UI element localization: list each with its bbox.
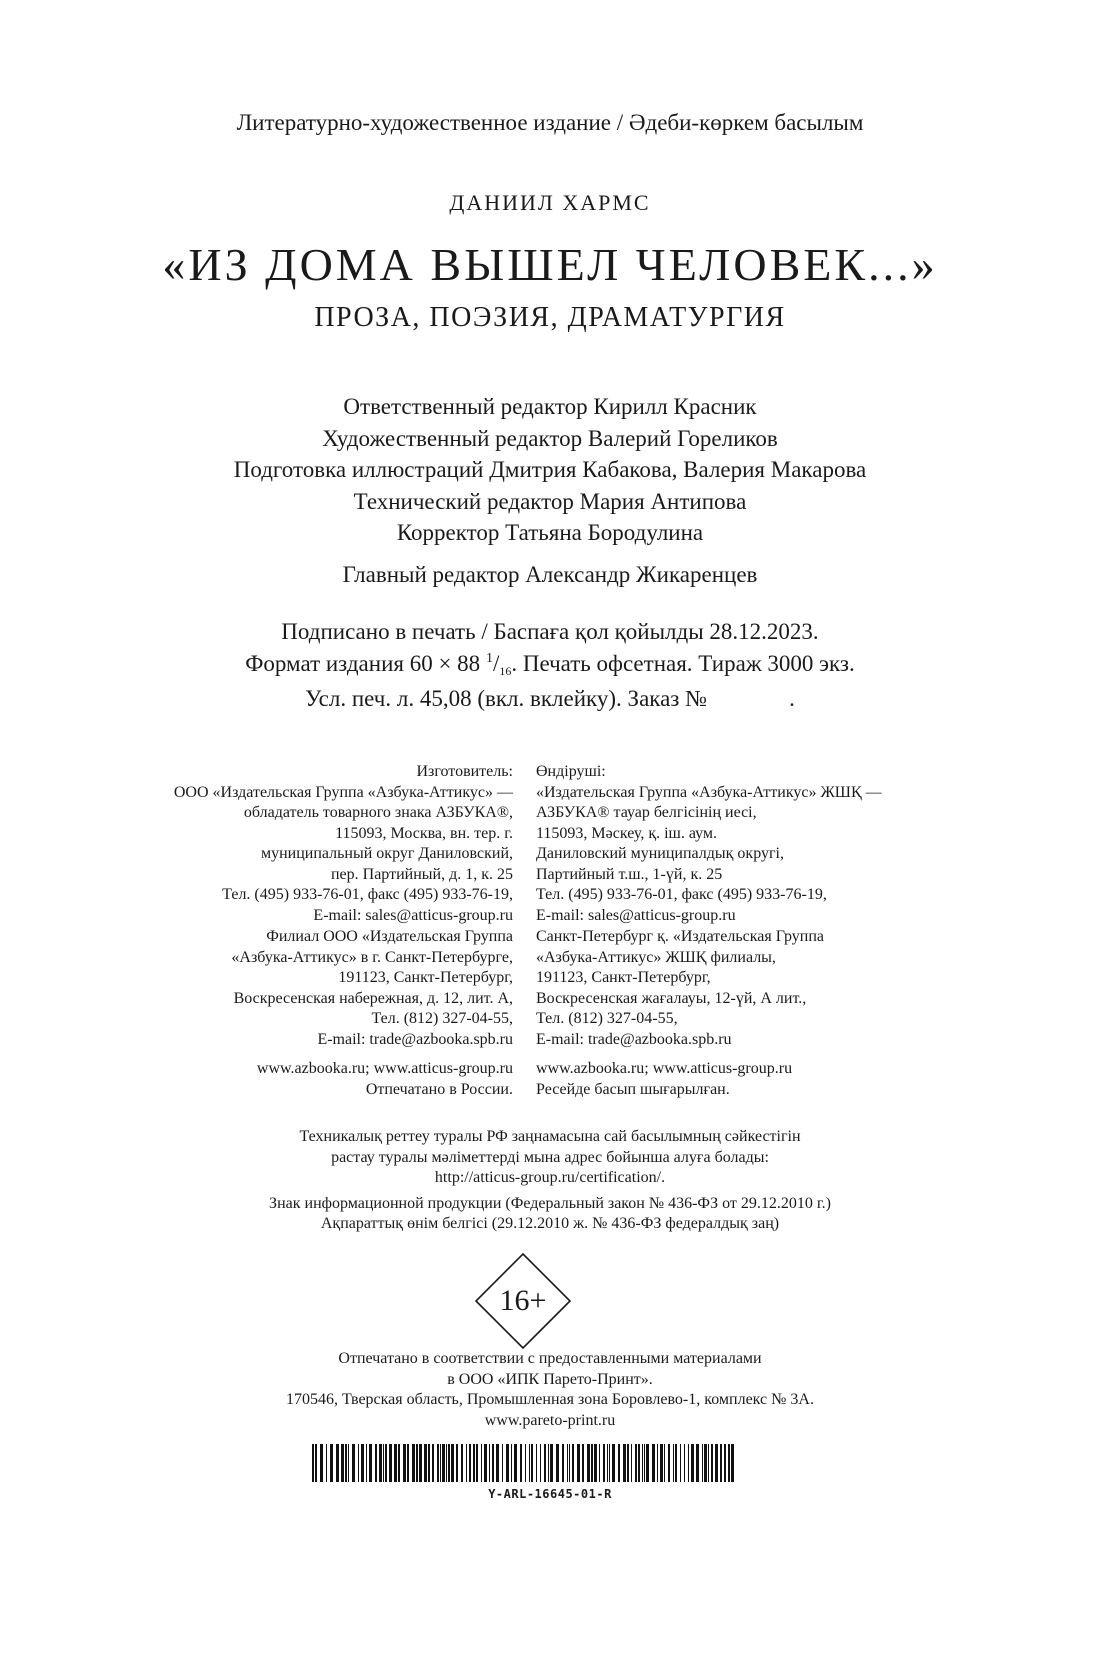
barcode-bar xyxy=(502,1444,503,1482)
manufacturer-kz-line: Өндіруші: xyxy=(536,763,606,780)
printer-block xyxy=(0,1349,1100,1431)
barcode-bar xyxy=(680,1444,681,1482)
branch-ru-line: E-mail: trade@azbooka.spb.ru xyxy=(317,1030,513,1048)
barcode-bar xyxy=(591,1444,593,1482)
barcode-bar xyxy=(432,1444,434,1482)
barcode-bar xyxy=(691,1444,694,1482)
branch-ru-line: 191123, Санкт-Петербург, xyxy=(338,969,513,986)
barcode-bar xyxy=(609,1444,610,1482)
barcode-bar xyxy=(451,1444,454,1482)
credit-line: Корректор Татьяна Бородулина xyxy=(396,520,704,545)
barcode-bar xyxy=(567,1444,568,1482)
barcode-bar xyxy=(704,1444,707,1482)
barcode-bar xyxy=(341,1444,344,1482)
barcode-bar xyxy=(638,1444,640,1482)
barcode-bar xyxy=(320,1444,323,1482)
manufacturer-ru-line: пер. Партийный, д. 1, к. 25 xyxy=(330,865,513,883)
info-law-line: Ақпараттық өнім белгісі (29.12.2010 ж. № 436-ФЗ федералдық заң) xyxy=(320,1215,780,1232)
barcode-bar xyxy=(642,1444,643,1482)
barcode-bar xyxy=(587,1444,590,1482)
barcode-bar xyxy=(379,1444,382,1482)
credit-line: Подготовка иллюстраций Дмитрия Кабакова, Валерия Макарова xyxy=(233,457,867,482)
barcode-bar xyxy=(708,1444,709,1482)
barcode-bar xyxy=(582,1444,584,1482)
printer-line: Отпечатано в соответствии с предоставленными материалами xyxy=(338,1350,762,1367)
barcode-bar xyxy=(428,1444,430,1482)
barcode-bar xyxy=(330,1444,333,1482)
barcode-bar xyxy=(383,1444,384,1482)
barcode-bar xyxy=(394,1444,397,1482)
certification-line: Техникалық реттеу туралы РФ заңнамасына сай басылымның сәйкестігін xyxy=(299,1128,801,1145)
manufacturer-ru-line: муниципальный округ Даниловский, xyxy=(260,845,513,862)
barcode-bar xyxy=(702,1444,703,1482)
barcode-bar xyxy=(550,1444,553,1482)
web-kz-line: www.azbooka.ru; www.atticus-group.ru xyxy=(536,1060,793,1077)
barcode-bar xyxy=(492,1444,494,1482)
barcode-bar xyxy=(375,1444,377,1482)
barcode-bar xyxy=(724,1444,726,1482)
format-numerator: 1 xyxy=(485,651,493,666)
barcode-bar xyxy=(489,1444,490,1482)
format-fraction: $^1/_{16}$ xyxy=(485,651,512,678)
manufacturer-kz-line: 115093, Мәскеу, қ. іш. аум. xyxy=(536,824,718,842)
manufacturer-ru-line: E-mail: sales@atticus-group.ru xyxy=(313,906,513,924)
barcode-bar xyxy=(594,1444,597,1482)
print-order-line xyxy=(0,685,1100,712)
format-prefix: Формат издания 60 × 88 xyxy=(245,651,481,676)
manufacturer-ru-block xyxy=(174,762,513,926)
barcode-bar xyxy=(461,1444,463,1482)
format-denominator: 16 xyxy=(499,664,512,678)
web-ru-block xyxy=(257,1059,513,1100)
branch-ru-line: «Азбука-Аттикус» в г. Санкт-Петербурге, xyxy=(231,948,513,966)
barcode-bar xyxy=(673,1444,674,1482)
certification-block xyxy=(0,1127,1100,1235)
barcode-bar xyxy=(481,1444,482,1482)
barcode-bar xyxy=(529,1444,530,1482)
barcode-bar xyxy=(361,1444,364,1482)
manufacturer-ru-line: Изготовитель: xyxy=(416,763,513,780)
print-info xyxy=(0,618,1100,712)
barcode-bar xyxy=(366,1444,367,1482)
barcode-bar xyxy=(688,1444,689,1482)
barcode-bar xyxy=(448,1444,450,1482)
barcode-bar xyxy=(562,1444,564,1482)
barcode-bar xyxy=(511,1444,512,1482)
web-kz-line: Ресейде басып шығарылған. xyxy=(536,1080,730,1098)
format-suffix: . Печать офсетная. Тираж 3000 экз. xyxy=(511,651,855,676)
barcode-bar xyxy=(668,1444,670,1482)
barcode-bar xyxy=(484,1444,487,1482)
manufacturer-kz-line: Тел. (495) 933-76-01, факс (495) 933-76-19, xyxy=(536,886,827,903)
order-text: Усл. печ. л. 45,08 (вкл. вклейку). Заказ № xyxy=(305,686,708,711)
print-signed-line: Подписано в печать / Баспаға қол қойылды 28.12.2023. xyxy=(281,619,819,644)
barcode-bar xyxy=(684,1444,685,1482)
genre-line: Литературно-художественное издание / Әдеби-көркем басылым xyxy=(236,110,864,135)
barcode-bar xyxy=(618,1444,620,1482)
credit-line: Ответственный редактор Кирилл Красник xyxy=(343,394,757,419)
branch-ru-line: Филиал ООО «Издательская Группа xyxy=(266,928,513,945)
branch-ru-line: Воскресенская набережная, д. 12, лит. А, xyxy=(233,989,513,1007)
barcode-bar xyxy=(520,1444,522,1482)
web-ru-line: Отпечатано в России. xyxy=(365,1080,513,1098)
editorial-credits xyxy=(0,391,1100,549)
barcode-bar xyxy=(646,1444,649,1482)
manufacturer-kz-line: E-mail: sales@atticus-group.ru xyxy=(536,906,736,924)
branch-kz-line: Тел. (812) 327-04-55, xyxy=(536,1010,678,1027)
printer-url: www.pareto-print.ru xyxy=(484,1411,616,1429)
author-name: ДАНИИЛ ХАРМС xyxy=(449,190,651,215)
barcode-bar xyxy=(696,1444,699,1482)
branch-kz-line: Санкт-Петербург қ. «Издательская Группа xyxy=(536,928,824,945)
barcode-bar xyxy=(446,1444,447,1482)
barcode-bar xyxy=(631,1444,632,1482)
barcode-bar xyxy=(728,1444,730,1482)
book-title: «ИЗ ДОМА ВЫШЕЛ ЧЕЛОВЕК...» xyxy=(162,239,938,290)
manufacturer-ru-line: обладатель товарного знака АЗБУКА®, xyxy=(243,804,513,821)
barcode-bar xyxy=(312,1444,314,1482)
chief-editor: Главный редактор Александр Жикаренцев xyxy=(342,562,758,587)
barcode-bar xyxy=(385,1444,387,1482)
barcode-bar xyxy=(569,1444,570,1482)
barcode-bar xyxy=(577,1444,580,1482)
barcode-bar xyxy=(398,1444,400,1482)
info-law-line: Знак информационной продукции (Федеральный закон № 436-ФЗ от 29.12.2010 г.) xyxy=(269,1194,831,1212)
order-end: . xyxy=(789,686,795,711)
barcode-bar xyxy=(720,1444,722,1482)
barcode-bar xyxy=(358,1444,359,1482)
age-rating: 16+ xyxy=(499,1284,547,1317)
manufacturer-kz-line: АЗБУКА® тауар белгісінің иесі, xyxy=(536,804,757,821)
barcode-bar xyxy=(544,1444,546,1482)
barcode-bar xyxy=(389,1444,392,1482)
barcode-bar xyxy=(548,1444,549,1482)
barcode-bar xyxy=(469,1444,471,1482)
barcode-bar xyxy=(506,1444,509,1482)
barcode-bar xyxy=(531,1444,533,1482)
barcode-bar xyxy=(623,1444,626,1482)
barcode-bar xyxy=(403,1444,406,1482)
barcode-icon xyxy=(312,1444,736,1482)
manufacturer-ru-line: ООО «Издательская Группа «Азбука-Аттикус» — xyxy=(173,783,513,801)
barcode-bar xyxy=(525,1444,526,1482)
barcode-bar xyxy=(369,1444,372,1482)
barcode-bar xyxy=(572,1444,574,1482)
barcode-code: Y-ARL-16645-01-R xyxy=(488,1487,612,1501)
barcode-bar xyxy=(473,1444,475,1482)
barcode-bar xyxy=(348,1444,349,1482)
barcode-bar xyxy=(664,1444,665,1482)
branch-ru-block xyxy=(231,927,513,1050)
printer-line: в ООО «ИПК Парето-Принт». xyxy=(447,1370,653,1388)
manufacturer-kz-line: Даниловский муниципалдық округі, xyxy=(536,845,784,862)
branch-ru-line: Тел. (812) 327-04-55, xyxy=(371,1010,513,1027)
branch-kz-line: 191123, Санкт-Петербург, xyxy=(536,969,711,986)
barcode-bar xyxy=(599,1444,600,1482)
barcode-bar xyxy=(711,1444,713,1482)
barcode-bar xyxy=(407,1444,409,1482)
barcode-bar xyxy=(326,1444,327,1482)
barcode-bar xyxy=(424,1444,427,1482)
branch-kz-block xyxy=(536,927,824,1050)
barcode-bar xyxy=(336,1444,339,1482)
manufacturer-kz-line: «Издательская Группа «Азбука-Аттикус» ЖШҚ — xyxy=(536,783,882,801)
barcode-bar xyxy=(644,1444,645,1482)
barcode-bar xyxy=(612,1444,615,1482)
barcode-bar xyxy=(496,1444,499,1482)
print-format-line xyxy=(0,645,1100,685)
barcode-bar xyxy=(437,1444,439,1482)
barcode-bar xyxy=(652,1444,655,1482)
barcode-bar xyxy=(607,1444,608,1482)
barcode-bar xyxy=(345,1444,347,1482)
branch-kz-line: E-mail: trade@azbooka.spb.ru xyxy=(536,1030,732,1048)
barcode-bar xyxy=(476,1444,478,1482)
credit-line: Художественный редактор Валерий Гореликов xyxy=(322,425,778,451)
barcode-bar xyxy=(440,1444,441,1482)
barcode-bar xyxy=(536,1444,537,1482)
branch-kz-line: Воскресенская жағалауы, 12-үй, А лит., xyxy=(536,989,807,1007)
barcode-bar xyxy=(731,1444,734,1482)
barcode-bar xyxy=(315,1444,317,1482)
barcode-bar xyxy=(442,1444,445,1482)
credit-line: Технический редактор Мария Антипова xyxy=(353,488,747,514)
barcode-bar xyxy=(540,1444,541,1482)
web-kz-block xyxy=(536,1059,792,1100)
barcode-bar xyxy=(660,1444,663,1482)
barcode-bar xyxy=(715,1444,718,1482)
age-rating-badge xyxy=(474,1252,572,1350)
barcode-bar xyxy=(416,1444,418,1482)
barcode-bar xyxy=(603,1444,605,1482)
manufacturer-kz-block xyxy=(536,762,882,926)
barcode-bar xyxy=(419,1444,422,1482)
manufacturer-kz-line: Партийный т.ш., 1-үй, к. 25 xyxy=(536,865,723,883)
branch-kz-line: «Азбука-Аттикус» ЖШҚ филиалы, xyxy=(536,948,776,966)
barcode-bar xyxy=(635,1444,637,1482)
certification-line: растау туралы мәліметтерді мына адрес бойынша алуға болады: xyxy=(331,1148,769,1166)
barcode-bar xyxy=(412,1444,415,1482)
barcode-bar xyxy=(675,1444,677,1482)
barcode-bar xyxy=(466,1444,467,1482)
web-ru-line: www.azbooka.ru; www.atticus-group.ru xyxy=(256,1060,513,1077)
barcode-bar xyxy=(456,1444,458,1482)
book-subtitle: ПРОЗА, ПОЭЗИЯ, ДРАМАТУРГИЯ xyxy=(314,302,786,333)
printer-line: 170546, Тверская область, Промышленная зона Боровлево-1, комплекс № 3А. xyxy=(286,1391,814,1408)
manufacturer-ru-line: 115093, Москва, вн. тер. г. xyxy=(335,824,513,842)
manufacturer-ru-line: Тел. (495) 933-76-01, факс (495) 933-76-19, xyxy=(222,886,513,903)
certification-url: http://atticus-group.ru/certification/. xyxy=(434,1169,666,1186)
barcode-bar xyxy=(556,1444,559,1482)
barcode-bar xyxy=(627,1444,629,1482)
barcode-bar xyxy=(514,1444,517,1482)
barcode-bar xyxy=(352,1444,355,1482)
barcode-bar xyxy=(657,1444,658,1482)
